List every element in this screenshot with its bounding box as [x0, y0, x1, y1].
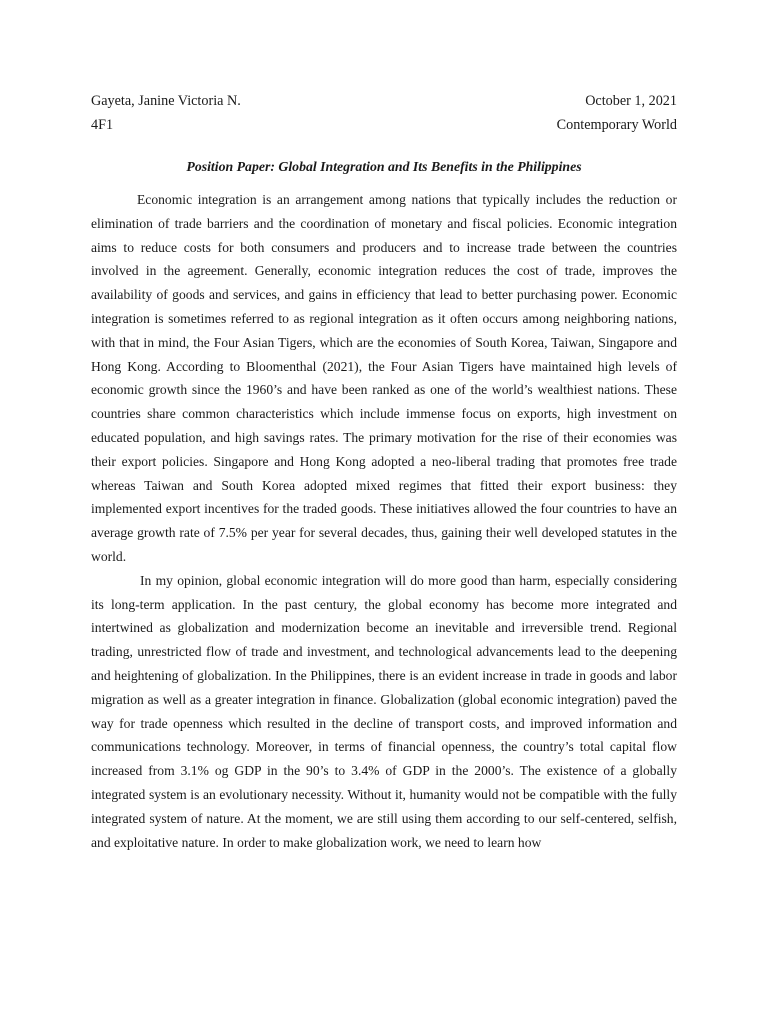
section-code: 4F1	[91, 117, 114, 133]
header-row-2	[91, 115, 677, 139]
paper-title: Position Paper: Global Integration and Its Benefits in the Philippines	[186, 159, 582, 174]
header-row-1	[91, 91, 677, 115]
document-date: October 1, 2021	[585, 93, 677, 109]
author-name: Gayeta, Janine Victoria N.	[91, 93, 241, 109]
body-paragraph: In my opinion, global economic integration will do more good than harm, especially considering its long-term application. In the past century, the global economy has become more integrated and intertwined as globalization and modernization become an inevitable and irreversible trend. Regional trading, unrestricted flow of trade and investment, and technological advancements lead to the deepening and heightening of globalization. In the Philippines, there is an evident increase in trade in goods and labor migration as well as a greater integration in finance. Globalization (global economic integration) paved the way for trade openness which resulted in the decline of transport costs, and improved information and communications technology. Moreover, in terms of financial openness, the country’s total capital flow increased from 3.1% og GDP in the 90’s to 3.4% of GDP in the 2000’s. The existence of a globally integrated system is an evolutionary necessity. Without it, humanity would not be compatible with the fully integrated system of nature. At the moment, we are still using them according to our self-centered, selfish, and exploitative nature. In order to make globalization work, we need to learn how	[91, 572, 677, 850]
body-paragraph: Economic integration is an arrangement among nations that typically includes the reduction or elimination of trade barriers and the coordination of monetary and fiscal policies. Economic integration aims to reduce costs for both consumers and producers and to increase trade between the countries involved in the agreement. Generally, economic integration reduces the cost of trade, improves the availability of goods and services, and gains in efficiency that lead to better purchasing power. Economic integration is sometimes referred to as regional integration as it often occurs among neighboring nations, with that in mind, the Four Asian Tigers, which are the economies of South Korea, Taiwan, Singapore and Hong Kong. According to Bloomenthal (2021), the Four Asian Tigers have maintained high levels of economic growth since the 1960’s and have been ranked as one of the world’s wealthiest nations. These countries share common characteristics which include immense focus on exports, high investment on educated population, and high savings rates. The primary motivation for the rise of their economies was their export policies. Singapore and Hong Kong adopted a neo-liberal trading that promotes free trade whereas Taiwan and South Korea adopted mixed regimes that fitted their export business: they implemented export incentives for the traded goods. These initiatives allowed the four countries to have an average growth rate of 7.5% per year for several decades, thus, gaining their well developed statutes in the world.	[91, 192, 677, 564]
subject-name: Contemporary World	[556, 117, 677, 133]
